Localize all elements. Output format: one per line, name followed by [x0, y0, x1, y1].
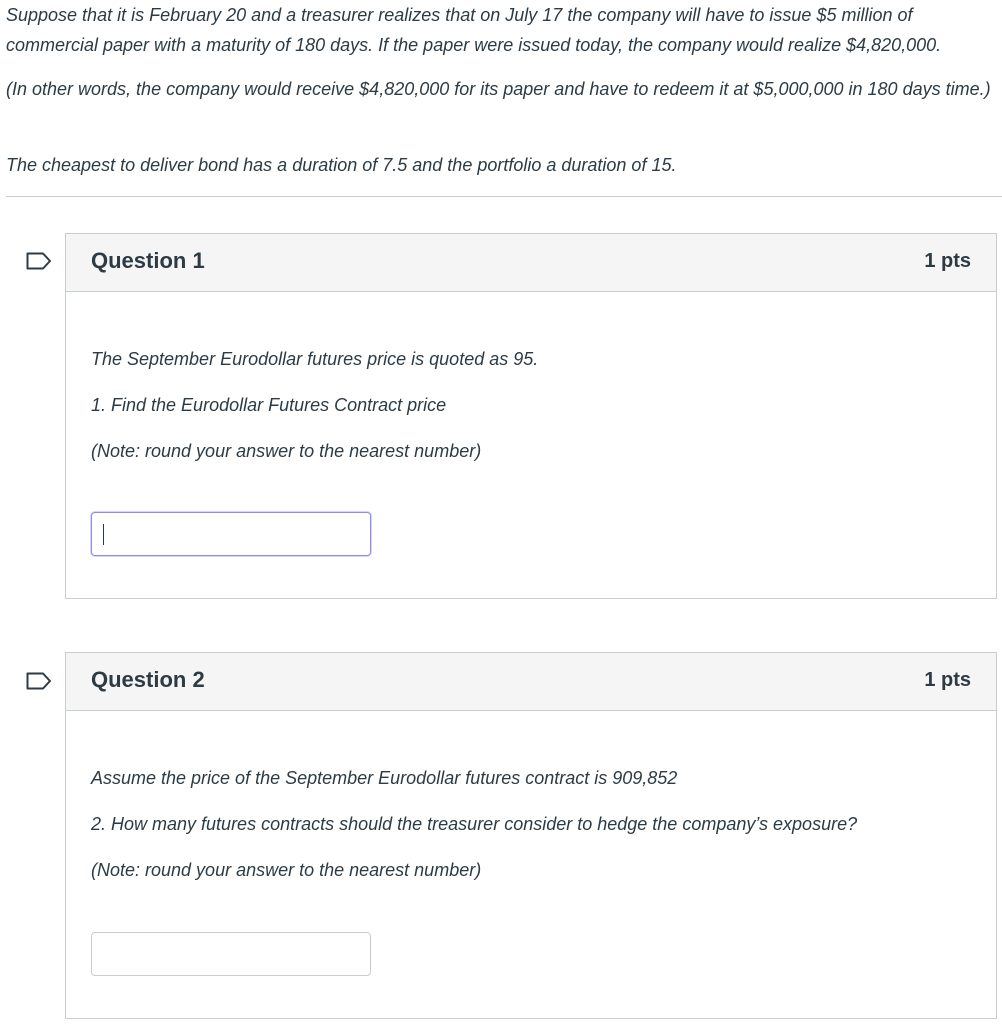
question-1-header	[66, 234, 996, 292]
flag-question-icon[interactable]	[26, 672, 52, 690]
question-1-text-line: (Note: round your answer to the nearest number)	[91, 441, 482, 461]
question-1-card	[65, 233, 997, 599]
question-2-text-line: (Note: round your answer to the nearest number)	[91, 860, 482, 880]
intro-paragraph-2: (In other words, the company would receive $4,820,000 for its paper and have to redeem it at $5,000,000 in 180 days time.)	[6, 79, 991, 99]
question-2-text-line: 2. How many futures contracts should the treasurer consider to hedge the company’s exposure?	[91, 814, 858, 834]
question-1-points: 1 pts	[924, 250, 971, 272]
question-2-title: Question 2	[91, 667, 205, 692]
question-2-card	[65, 652, 997, 1019]
question-1-answer-input[interactable]	[91, 512, 371, 556]
intro-paragraph-1: Suppose that it is February 20 and a treasurer realizes that on July 17 the company will have to issue $5 million of commercial paper with a maturity of 180 days. If the paper were issued today, the company would realize $4,820,000.	[6, 5, 942, 55]
flag-question-icon[interactable]	[26, 252, 52, 270]
question-2-header	[66, 653, 996, 711]
question-2-answer-input[interactable]	[91, 932, 371, 976]
intro-paragraph-3: The cheapest to deliver bond has a duration of 7.5 and the portfolio a duration of 15.	[6, 155, 677, 175]
intro-divider	[6, 196, 1002, 197]
question-2-text-line: Assume the price of the September Eurodollar futures contract is 909,852	[91, 768, 678, 788]
question-1-text-line: 1. Find the Eurodollar Futures Contract price	[91, 395, 447, 415]
question-1-title: Question 1	[91, 248, 205, 273]
question-2-points: 1 pts	[924, 669, 971, 691]
question-1-text-line: The September Eurodollar futures price is quoted as 95.	[91, 349, 539, 369]
text-cursor	[103, 524, 104, 545]
